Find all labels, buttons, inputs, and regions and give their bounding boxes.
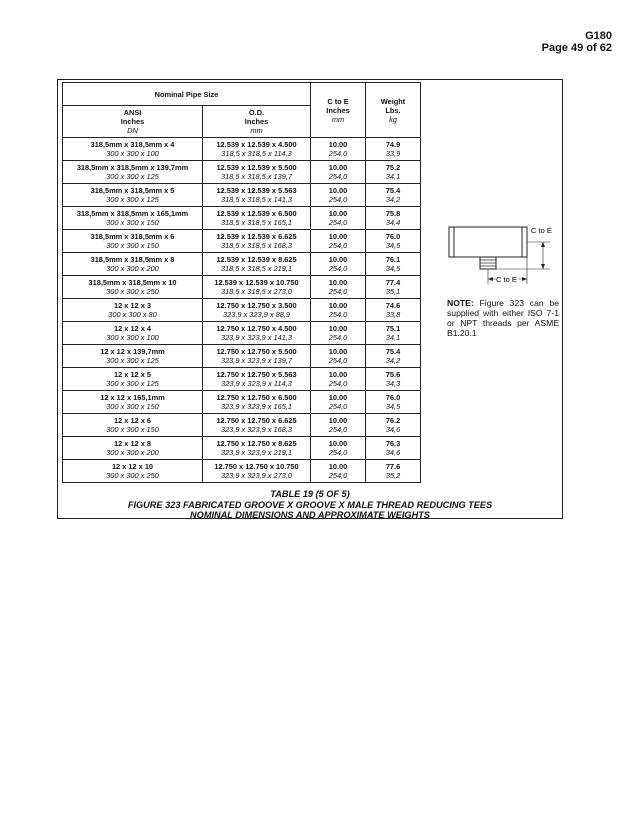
c-to-e-cell [311, 138, 366, 161]
weight-cell-metric: 35,1 [385, 287, 401, 296]
od-cell-metric: 318,5 x 318,5 x 273,0 [220, 287, 293, 296]
c-to-e-cell-metric: 254,0 [328, 425, 348, 434]
c-to-e-cell [311, 184, 366, 207]
od-cell [203, 184, 311, 207]
od-cell-primary: 12.750 x 12.750 x 8.625 [216, 439, 297, 448]
table-row [63, 345, 421, 368]
od-cell [203, 138, 311, 161]
od-cell-metric: 323,9 x 323,9 x 273,0 [220, 471, 293, 480]
weight-cell-primary: 74.6 [385, 301, 401, 310]
weight-cell-primary: 75.2 [385, 163, 401, 172]
table-caption [58, 489, 562, 521]
od-cell-metric: 323,9 x 323,9 x 88,9 [223, 310, 290, 319]
dimensions-table [62, 82, 421, 483]
ansi-cell [63, 299, 203, 322]
weight-header [366, 83, 421, 138]
ansi-cell-metric: 300 x 300 x 125 [106, 195, 159, 204]
c-to-e-cell-metric: 254,0 [328, 241, 348, 250]
c-to-e-cell-metric: 254,0 [328, 310, 348, 319]
c-to-e-cell-metric: 254,0 [328, 471, 348, 480]
weight-cell-metric: 34,2 [385, 356, 401, 365]
ansi-cell [63, 322, 203, 345]
ansi-cell-metric: 300 x 300 x 150 [106, 218, 159, 227]
weight-cell [366, 207, 421, 230]
c-to-e-cell-primary: 10.00 [328, 347, 348, 356]
od-cell [203, 437, 311, 460]
ansi-cell-metric: 300 x 300 x 125 [106, 172, 159, 181]
c-to-e-cell [311, 391, 366, 414]
ansi-cell [63, 253, 203, 276]
od-cell-primary: 12.750 x 12.750 x 6.625 [216, 416, 297, 425]
weight-cell-primary: 74.9 [385, 140, 401, 149]
ansi-cell-primary: 12 x 12 x 8 [114, 439, 151, 448]
od-cell-primary: 12.539 x 12.539 x 5.500 [216, 163, 297, 172]
weight-cell [366, 437, 421, 460]
ansi-cell [63, 276, 203, 299]
c-to-e-cell-primary: 10.00 [328, 324, 348, 333]
weight-cell [366, 414, 421, 437]
od-unit-mm: mm [250, 126, 263, 135]
weight-cell-primary: 76.2 [385, 416, 401, 425]
c-to-e-cell [311, 207, 366, 230]
od-cell-primary: 12.539 x 12.539 x 8.625 [216, 255, 297, 264]
table-row [63, 230, 421, 253]
ansi-cell-metric: 300 x 300 x 100 [106, 333, 159, 342]
weight-cell-primary: 75.4 [385, 186, 401, 195]
ansi-cell-primary: 12 x 12 x 10 [111, 462, 154, 471]
weight-cell [366, 299, 421, 322]
od-cell-metric: 323,9 x 323,9 x 219,1 [220, 448, 293, 457]
caption-table-number: TABLE 19 (5 OF 5) [270, 489, 350, 499]
c-to-e-cell-primary: 10.00 [328, 416, 348, 425]
od-cell-primary: 12.539 x 12.539 x 6.500 [216, 209, 297, 218]
table-body [63, 138, 421, 483]
od-cell-metric: 318,5 x 318,5 x 141,3 [220, 195, 293, 204]
weight-cell-primary: 77.6 [385, 462, 401, 471]
c-to-e-cell-primary: 10.00 [328, 301, 348, 310]
weight-cell-metric: 34,6 [385, 425, 401, 434]
od-cell [203, 299, 311, 322]
od-cell-metric: 318,5 x 318,5 x 114,3 [221, 149, 292, 158]
c-to-e-cell [311, 460, 366, 483]
ansi-cell [63, 437, 203, 460]
weight-cell-metric: 34,1 [385, 172, 401, 181]
table-row [63, 161, 421, 184]
weight-cell [366, 161, 421, 184]
od-cell-primary: 12.750 x 12.750 x 3.500 [216, 301, 297, 310]
od-unit-inches: Inches [244, 117, 269, 126]
weight-cell [366, 391, 421, 414]
od-cell-metric: 323,9 x 323,9 x 141,3 [220, 333, 293, 342]
od-cell-metric: 323,9 x 323,9 x 165,1 [220, 402, 293, 411]
weight-cell-metric: 34,3 [385, 379, 401, 388]
table-row [63, 138, 421, 161]
c-to-e-cell-metric: 254,0 [328, 287, 348, 296]
table-row [63, 391, 421, 414]
ansi-cell-metric: 300 x 300 x 150 [106, 425, 159, 434]
table-row [63, 322, 421, 345]
ansi-cell-primary: 318,5mm x 318,5mm x 8 [90, 255, 175, 264]
ansi-cell [63, 414, 203, 437]
weight-cell-metric: 34,5 [385, 264, 401, 273]
od-cell-metric: 318,5 x 318,5 x 168,3 [220, 241, 293, 250]
weight-cell [366, 230, 421, 253]
weight-cell-metric: 34,4 [385, 218, 401, 227]
caption-figure-title: FIGURE 323 FABRICATED GROOVE X GROOVE X MALE THREAD REDUCING TEES [127, 499, 493, 510]
od-cell [203, 230, 311, 253]
ansi-cell-primary: 318,5mm x 318,5mm x 5 [90, 186, 175, 195]
ansi-cell-primary: 12 x 12 x 4 [114, 324, 151, 333]
ansi-cell-primary: 318,5mm x 318,5mm x 10 [88, 278, 177, 287]
c-to-e-cell-primary: 10.00 [328, 439, 348, 448]
weight-cell [366, 368, 421, 391]
table-row [63, 460, 421, 483]
note-body: Figure 323 can be supplied with either ISO 7-1 or NPT threads per ASME B1.20.1 [447, 298, 560, 338]
c-to-e-cell-primary: 10.00 [328, 255, 348, 264]
table-row [63, 437, 421, 460]
c-to-e-label-right: C to E [531, 226, 552, 235]
ansi-cell-metric: 300 x 300 x 125 [106, 356, 159, 365]
ansi-header [63, 106, 203, 138]
od-title: O.D. [248, 108, 265, 117]
ansi-cell-primary: 12 x 12 x 6 [114, 416, 151, 425]
od-cell-metric: 323,9 x 323,9 x 139,7 [220, 356, 293, 365]
c-to-e-header [311, 83, 366, 138]
table-row [63, 184, 421, 207]
c-to-e-cell [311, 322, 366, 345]
c-to-e-unit-mm: mm [331, 114, 345, 124]
c-to-e-cell [311, 437, 366, 460]
weight-cell [366, 138, 421, 161]
ansi-cell-primary: 318,5mm x 318,5mm x 165,1mm [76, 209, 189, 218]
c-to-e-cell-metric: 254,0 [328, 195, 348, 204]
ansi-cell-metric: 300 x 300 x 150 [106, 241, 159, 250]
figure-frame [57, 79, 563, 519]
weight-cell [366, 345, 421, 368]
weight-cell-primary: 75.4 [385, 347, 401, 356]
c-to-e-cell-metric: 254,0 [328, 402, 348, 411]
od-cell-metric: 323,9 x 323,9 x 114,3 [221, 379, 292, 388]
ansi-cell-metric: 300 x 300 x 100 [106, 149, 159, 158]
c-to-e-cell-primary: 10.00 [328, 140, 348, 149]
od-cell [203, 207, 311, 230]
weight-title: Weight [380, 96, 406, 106]
c-to-e-cell [311, 230, 366, 253]
weight-cell [366, 460, 421, 483]
document-code: G180 [585, 30, 612, 42]
od-header [203, 106, 311, 138]
c-to-e-cell-metric: 254,0 [328, 149, 348, 158]
table-row [63, 276, 421, 299]
ansi-cell-primary: 12 x 12 x 165,1mm [100, 393, 165, 402]
c-to-e-cell-primary: 10.00 [328, 393, 348, 402]
weight-cell-primary: 76.1 [385, 255, 401, 264]
c-to-e-cell-metric: 254,0 [328, 448, 348, 457]
table-row [63, 207, 421, 230]
weight-cell-primary: 75.8 [385, 209, 401, 218]
weight-unit-lbs: Lbs. [385, 105, 401, 115]
c-to-e-cell [311, 345, 366, 368]
table-row [63, 299, 421, 322]
weight-cell-primary: 76.3 [385, 439, 401, 448]
od-cell [203, 368, 311, 391]
ansi-cell-metric: 300 x 300 x 200 [106, 448, 159, 457]
c-to-e-cell [311, 161, 366, 184]
weight-cell-metric: 34,1 [385, 333, 401, 342]
od-cell-metric: 318,5 x 318,5 x 165,1 [220, 218, 293, 227]
ansi-cell [63, 368, 203, 391]
c-to-e-cell [311, 253, 366, 276]
page-header [542, 30, 612, 54]
od-cell-primary: 12.539 x 12.539 x 4.500 [216, 140, 297, 149]
weight-cell-primary: 75.1 [385, 324, 401, 333]
od-cell-metric: 318,5 x 318,5 x 219,1 [220, 264, 293, 273]
ansi-cell-primary: 12 x 12 x 3 [114, 301, 151, 310]
note-label: NOTE: [447, 298, 474, 308]
c-to-e-cell [311, 299, 366, 322]
table-row [63, 253, 421, 276]
weight-cell-primary: 75.6 [385, 370, 401, 379]
c-to-e-cell-primary: 10.00 [328, 163, 348, 172]
c-to-e-cell-metric: 254,0 [328, 172, 348, 181]
c-to-e-cell-metric: 254,0 [328, 379, 348, 388]
od-cell [203, 460, 311, 483]
weight-cell-metric: 34,6 [385, 448, 401, 457]
od-cell [203, 253, 311, 276]
caption-subtitle: NOMINAL DIMENSIONS AND APPROXIMATE WEIGHTS [190, 510, 430, 520]
od-cell-metric: 318,5 x 318,5 x 139,7 [220, 172, 293, 181]
weight-cell-metric: 33,8 [385, 310, 401, 319]
c-to-e-cell-primary: 10.00 [328, 232, 348, 241]
od-cell-primary: 12.539 x 12.539 x 10.750 [214, 278, 299, 287]
ansi-cell-primary: 318,5mm x 318,5mm x 6 [90, 232, 175, 241]
ansi-cell [63, 391, 203, 414]
ansi-title: ANSI [123, 108, 142, 117]
ansi-unit-dn: DN [127, 126, 138, 135]
page-number: Page 49 of 62 [541, 42, 612, 54]
ansi-cell-metric: 300 x 300 x 150 [106, 402, 159, 411]
c-to-e-title: C to E [327, 96, 349, 106]
od-cell-primary: 12.750 x 12.750 x 5.563 [216, 370, 297, 379]
c-to-e-cell [311, 276, 366, 299]
c-to-e-cell-metric: 254,0 [328, 218, 348, 227]
table-row [63, 414, 421, 437]
weight-cell [366, 322, 421, 345]
weight-cell [366, 253, 421, 276]
weight-cell [366, 276, 421, 299]
ansi-cell-primary: 318,5mm x 318,5mm x 139,7mm [76, 163, 189, 172]
c-to-e-cell-primary: 10.00 [328, 462, 348, 471]
c-to-e-unit-inches: Inches [326, 105, 350, 115]
od-cell [203, 161, 311, 184]
table-row [63, 368, 421, 391]
od-cell [203, 345, 311, 368]
ansi-cell [63, 460, 203, 483]
ansi-cell-metric: 300 x 300 x 80 [108, 310, 157, 319]
od-cell-primary: 12.750 x 12.750 x 4.500 [216, 324, 297, 333]
ansi-cell-metric: 300 x 300 x 125 [106, 379, 159, 388]
ansi-cell-metric: 300 x 300 x 250 [106, 471, 159, 480]
od-cell-metric: 323,9 x 323,9 x 168,3 [220, 425, 293, 434]
c-to-e-cell [311, 414, 366, 437]
weight-cell-metric: 35,2 [385, 471, 401, 480]
od-cell [203, 414, 311, 437]
nominal-pipe-size-header: Nominal Pipe Size [63, 83, 311, 106]
od-cell-primary: 12.750 x 12.750 x 10.750 [214, 462, 299, 471]
c-to-e-cell-primary: 10.00 [328, 186, 348, 195]
ansi-cell-metric: 300 x 300 x 200 [106, 264, 159, 273]
ansi-cell [63, 138, 203, 161]
ansi-cell [63, 207, 203, 230]
weight-cell-metric: 34,2 [385, 195, 401, 204]
c-to-e-cell-metric: 254,0 [328, 356, 348, 365]
ansi-cell [63, 345, 203, 368]
od-cell-primary: 12.539 x 12.539 x 6.625 [216, 232, 297, 241]
ansi-cell-primary: 318,5mm x 318,5mm x 4 [90, 140, 175, 149]
ansi-cell-primary: 12 x 12 x 139,7mm [100, 347, 165, 356]
weight-unit-kg: kg [389, 114, 397, 124]
od-cell [203, 391, 311, 414]
weight-cell-metric: 34,5 [385, 402, 401, 411]
c-to-e-label-bottom: C to E [496, 275, 517, 284]
od-cell-primary: 12.750 x 12.750 x 6.500 [216, 393, 297, 402]
c-to-e-cell-primary: 10.00 [328, 209, 348, 218]
weight-cell-primary: 76.0 [385, 393, 401, 402]
od-cell-primary: 12.750 x 12.750 x 5.500 [216, 347, 297, 356]
ansi-cell [63, 184, 203, 207]
od-cell [203, 322, 311, 345]
c-to-e-cell-primary: 10.00 [328, 370, 348, 379]
weight-cell-metric: 34,5 [385, 241, 401, 250]
c-to-e-cell-metric: 254,0 [328, 264, 348, 273]
weight-cell-primary: 77.4 [385, 278, 401, 287]
od-cell-primary: 12.539 x 12.539 x 5.563 [216, 186, 297, 195]
ansi-cell [63, 230, 203, 253]
note-text-block [447, 298, 559, 338]
od-cell [203, 276, 311, 299]
c-to-e-cell-metric: 254,0 [328, 333, 348, 342]
ansi-cell-metric: 300 x 300 x 250 [106, 287, 159, 296]
weight-cell [366, 184, 421, 207]
c-to-e-cell-primary: 10.00 [328, 278, 348, 287]
weight-cell-metric: 33,9 [385, 149, 401, 158]
c-to-e-cell [311, 368, 366, 391]
ansi-cell-primary: 12 x 12 x 5 [114, 370, 151, 379]
ansi-unit-inches: Inches [120, 117, 145, 126]
weight-cell-primary: 76.0 [385, 232, 401, 241]
ansi-cell [63, 161, 203, 184]
